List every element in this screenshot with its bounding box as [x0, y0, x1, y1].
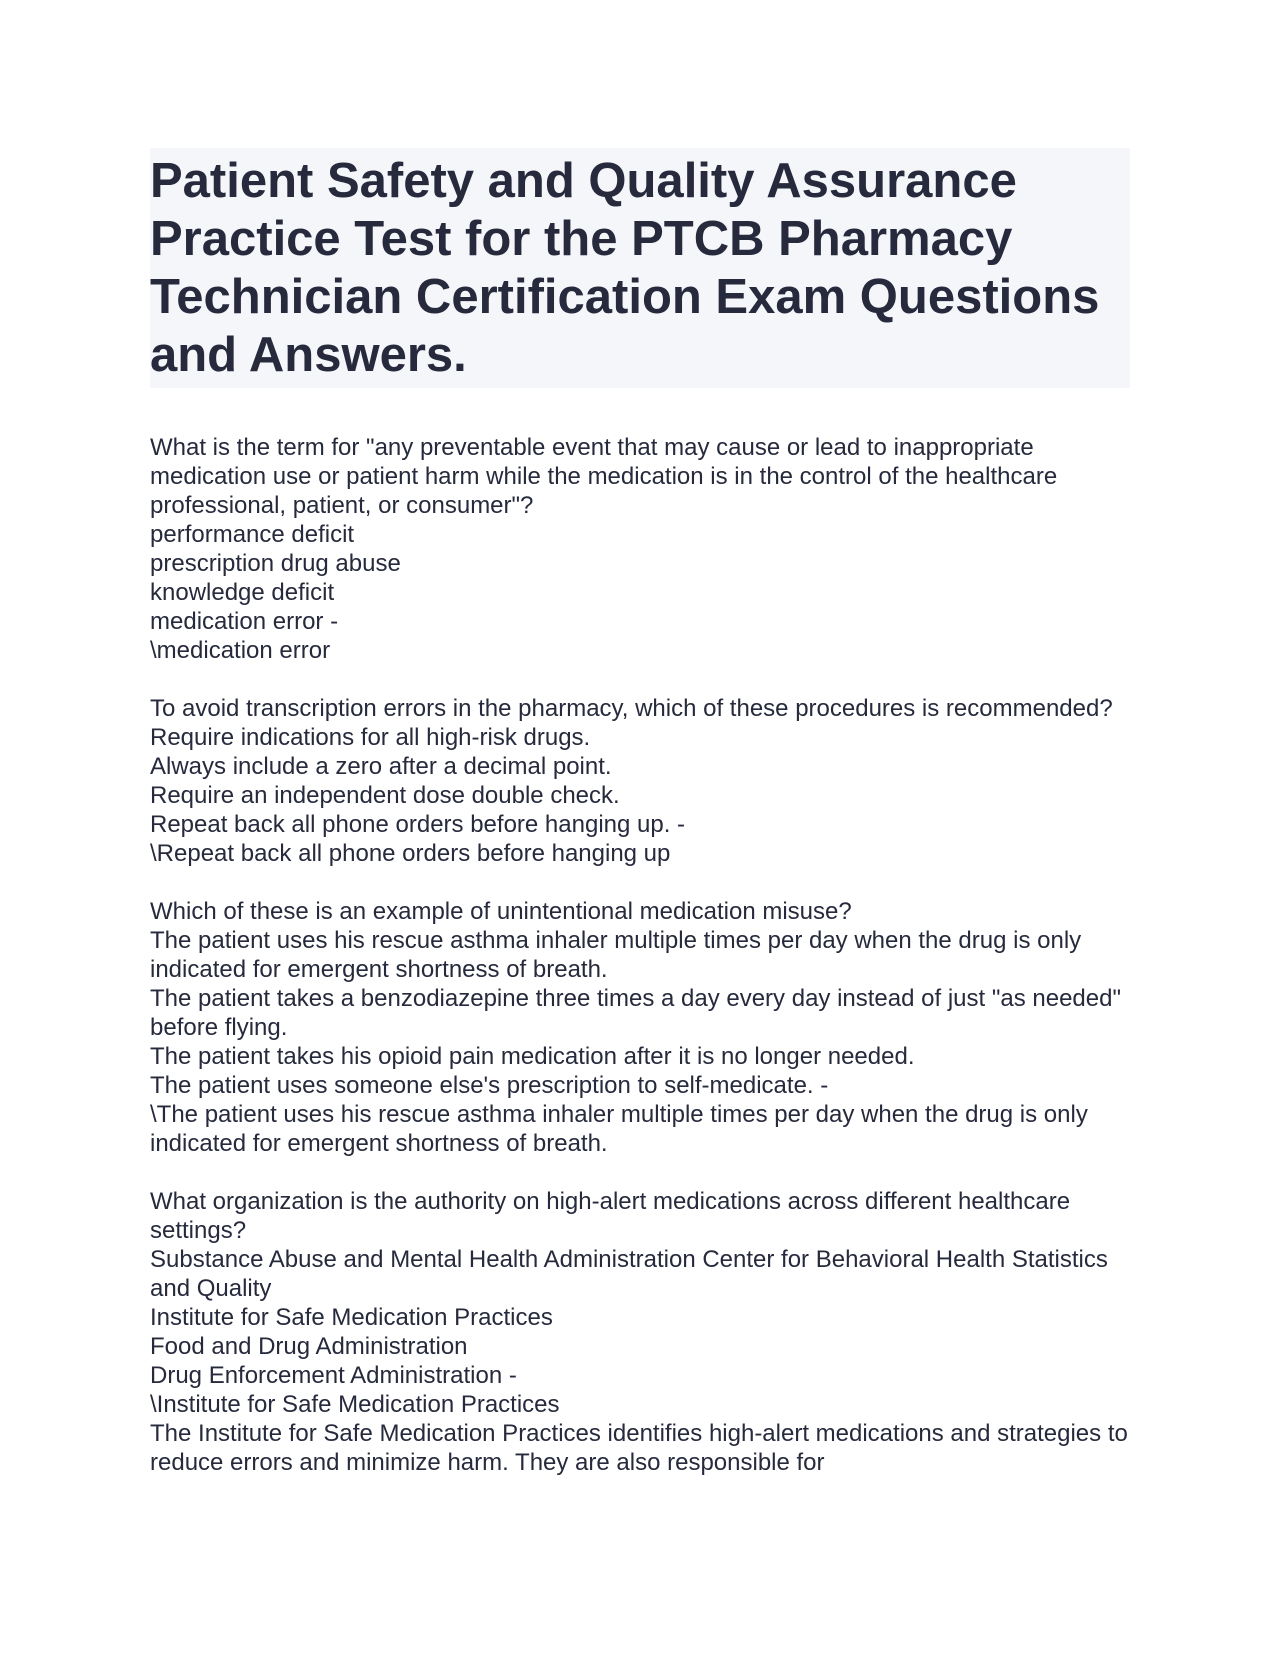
answer-option: knowledge deficit [150, 579, 335, 606]
answer-option: Substance Abuse and Mental Health Administration Center for Behavioral Health Statistics and Quality [150, 1246, 1108, 1302]
question-block-2 [150, 694, 1130, 868]
answer-explanation: The Institute for Safe Medication Practices identifies high-alert medications and strategies to reduce errors and minimize harm. They are also responsible for [150, 1420, 1128, 1476]
question-block-3 [150, 897, 1130, 1158]
answer-option: The patient takes his opioid pain medication after it is no longer needed. [150, 1043, 915, 1070]
answer-option: Food and Drug Administration [150, 1333, 468, 1360]
document-title: Patient Safety and Quality Assurance Practice Test for the PTCB Pharmacy Technician Certification Exam Questions and Answers. [150, 154, 1100, 382]
document-page [150, 148, 1130, 1506]
question-text: What organization is the authority on high-alert medications across different healthcare settings? [150, 1188, 1071, 1244]
question-list [150, 433, 1130, 1477]
answer-option: The patient uses his rescue asthma inhaler multiple times per day when the drug is only indicated for emergent shortness of breath. [150, 927, 1082, 983]
correct-answer: \medication error [150, 637, 331, 664]
question-block-1 [150, 433, 1130, 665]
answer-option: prescription drug abuse [150, 550, 401, 577]
answer-option: Require indications for all high-risk drugs. [150, 724, 591, 751]
correct-answer: \Institute for Safe Medication Practices [150, 1391, 560, 1418]
answer-option: Repeat back all phone orders before hanging up. - [150, 811, 686, 838]
question-text: What is the term for "any preventable event that may cause or lead to inappropriate medication use or patient harm while the medication is in the control of the healthcare professional, patient, or consumer"? [150, 434, 1058, 519]
answer-option: Institute for Safe Medication Practices [150, 1304, 553, 1331]
question-text: Which of these is an example of unintentional medication misuse? [150, 898, 852, 925]
answer-option: The patient takes a benzodiazepine three times a day every day instead of just "as needed" before flying. [150, 985, 1121, 1041]
answer-option: medication error - [150, 608, 339, 635]
question-block-4 [150, 1187, 1130, 1477]
question-text: To avoid transcription errors in the pharmacy, which of these procedures is recommended? [150, 695, 1113, 722]
answer-option: Drug Enforcement Administration - [150, 1362, 517, 1389]
answer-option: Always include a zero after a decimal point. [150, 753, 612, 780]
title-block [150, 148, 1130, 388]
answer-option: The patient uses someone else's prescription to self-medicate. - [150, 1072, 829, 1099]
correct-answer: \Repeat back all phone orders before hanging up [150, 840, 671, 867]
correct-answer: \The patient uses his rescue asthma inhaler multiple times per day when the drug is only indicated for emergent shortness of breath. [150, 1101, 1088, 1157]
answer-option: performance deficit [150, 521, 355, 548]
answer-option: Require an independent dose double check. [150, 782, 620, 809]
